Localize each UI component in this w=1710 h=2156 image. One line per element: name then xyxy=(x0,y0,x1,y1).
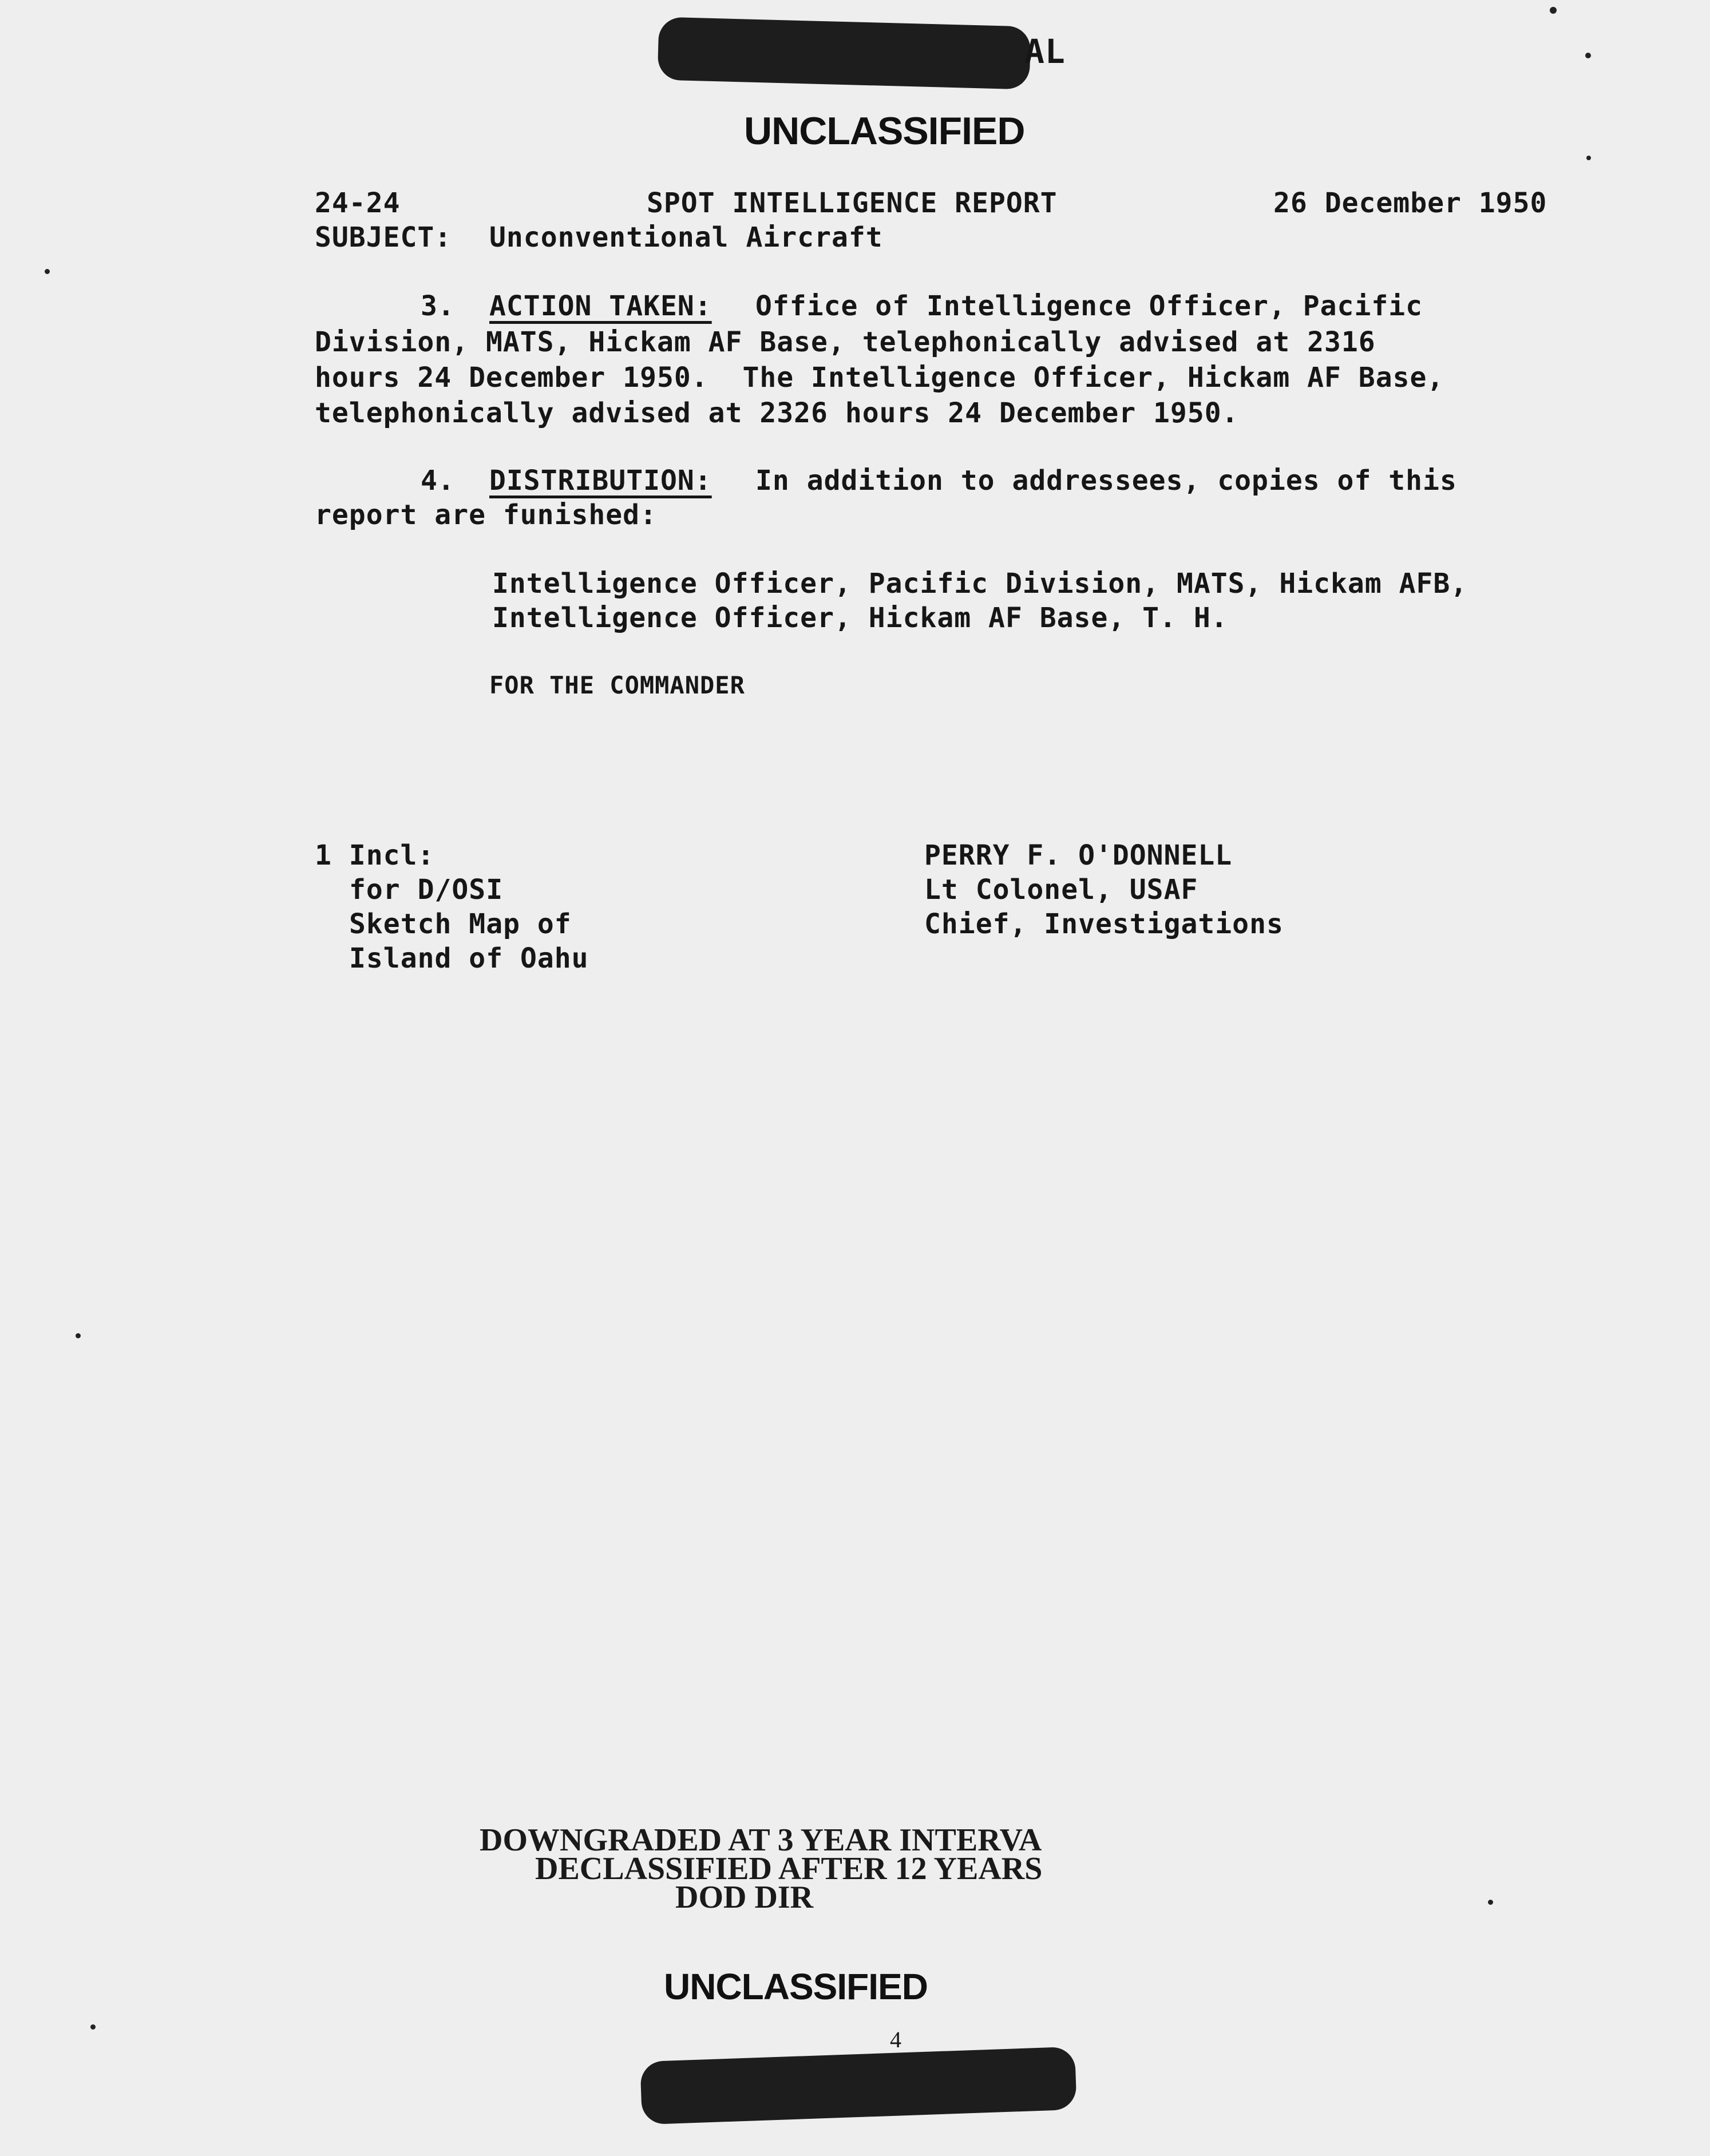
section-4-heading: DISTRIBUTION: xyxy=(489,465,712,497)
inclosure-line-1: 1 Incl: xyxy=(315,839,435,871)
scan-speck xyxy=(1488,1900,1493,1905)
signature-rank: Lt Colonel, USAF xyxy=(924,874,1198,906)
section-3-body xyxy=(315,324,1444,431)
section-3-line-1: Office of Intelligence Officer, Pacific xyxy=(755,290,1423,322)
redaction-mark-bottom xyxy=(640,2047,1076,2125)
section-4-line-1: In addition to addressees, copies of this xyxy=(755,465,1457,497)
inclosure-block xyxy=(315,838,589,976)
scan-speck xyxy=(1550,7,1557,14)
header-fragment: AL xyxy=(1024,32,1066,71)
inclosure-line-3: Sketch Map of xyxy=(349,908,572,940)
downgrade-line-1: DOWNGRADED AT 3 YEAR INTERVA xyxy=(480,1822,1042,1858)
report-number: 24-24 xyxy=(315,187,401,219)
scan-speck xyxy=(1585,53,1591,58)
distribution-line-1: Intelligence Officer, Pacific Division, MATS, Hickam AFB, xyxy=(492,568,1468,600)
section-4-number: 4. xyxy=(421,465,455,497)
section-3-line-3: hours 24 December 1950. The Intelligence Officer, Hickam AF Base, xyxy=(315,362,1444,394)
classification-stamp-top: UNCLASSIFIED xyxy=(744,109,1025,153)
signature-block xyxy=(924,838,1284,941)
scan-speck xyxy=(90,2024,96,2030)
distribution-line-2: Intelligence Officer, Hickam AF Base, T. H. xyxy=(492,602,1228,634)
report-date: 26 December 1950 xyxy=(1273,187,1547,219)
subject-label: SUBJECT: xyxy=(315,221,452,253)
subject-text: Unconventional Aircraft xyxy=(489,221,883,253)
closing-line: FOR THE COMMANDER xyxy=(489,671,745,699)
inclosure-line-2: for D/OSI xyxy=(349,874,504,906)
scan-speck xyxy=(1586,156,1591,160)
section-3-line-4: telephonically advised at 2326 hours 24 December 1950. xyxy=(315,397,1239,429)
inclosure-line-4: Island of Oahu xyxy=(349,942,589,974)
classification-stamp-bottom: UNCLASSIFIED xyxy=(664,1966,928,2007)
downgrade-line-3: DOD DIR xyxy=(675,1880,814,1915)
page-mark: 4 xyxy=(890,2027,902,2052)
signature-name: PERRY F. O'DONNELL xyxy=(924,839,1233,871)
signature-title: Chief, Investigations xyxy=(924,908,1284,940)
section-3-number: 3. xyxy=(421,290,455,322)
section-3-line-2: Division, MATS, Hickam AF Base, telephonically advised at 2316 xyxy=(315,326,1376,358)
downgrade-line-2: DECLASSIFIED AFTER 12 YEARS xyxy=(535,1851,1043,1886)
section-3-heading: ACTION TAKEN: xyxy=(489,290,712,322)
scan-speck xyxy=(45,269,50,274)
report-type: SPOT INTELLIGENCE REPORT xyxy=(647,187,1058,219)
scan-speck xyxy=(76,1333,81,1338)
redaction-mark-top xyxy=(658,17,1031,90)
section-4-line-2: report are funished: xyxy=(315,499,657,531)
